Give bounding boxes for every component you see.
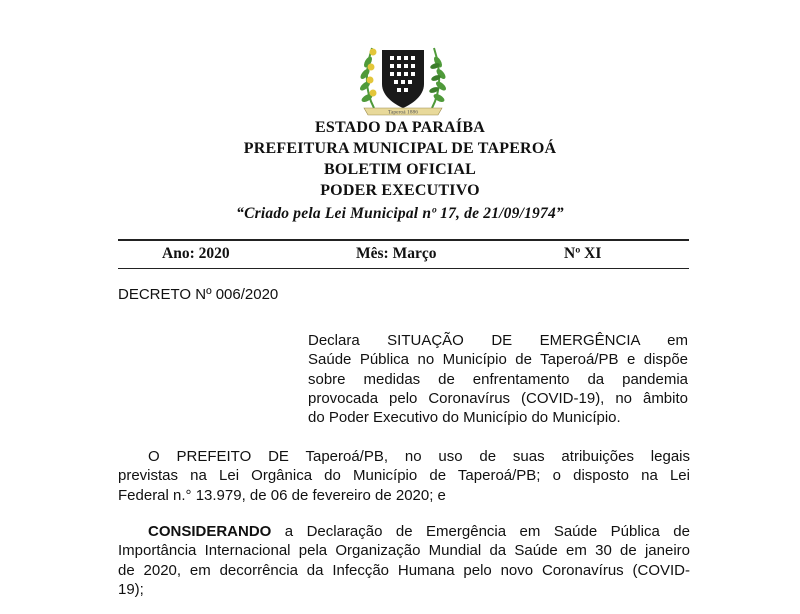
right-branch-icon <box>428 48 447 108</box>
summary-line: Declara SITUAÇÃO DE EMERGÊNCIA em <box>308 332 688 349</box>
decree-summary <box>308 331 688 427</box>
preamble-line: previstas na Lei Orgânica do Município de Taperoá/PB; o disposto na Lei <box>118 467 690 485</box>
issue-number: Nº XI <box>564 245 602 262</box>
creation-law: “Criado pela Lei Municipal nº 17, de 21/09/1974” <box>236 205 564 222</box>
considerando-line: de 2020, em decorrência da Infecção Humana pelo novo Coronavírus (COVID- <box>118 561 690 579</box>
summary-line: provocada pelo Coronavírus (COVID-19), no âmbito <box>308 389 688 407</box>
considerando-line: Importância Internacional pela Organização Mundial da Saúde em 30 de janeiro <box>118 542 690 560</box>
branch-name: PODER EXECUTIVO <box>320 182 480 199</box>
issue-month: Mês: Março <box>356 245 437 262</box>
municipality-name: PREFEITURA MUNICIPAL DE TAPEROÁ <box>243 140 557 157</box>
state-name: ESTADO DA PARAÍBA <box>315 119 485 136</box>
svg-text:Taperoá 1886: Taperoá 1886 <box>387 109 419 116</box>
summary-line: do Poder Executivo do Município do Município. <box>308 409 621 427</box>
preamble-line: O PREFEITO DE Taperoá/PB, no uso de suas atribuições legais <box>148 448 690 465</box>
divider-top <box>118 239 689 241</box>
summary-line: sobre medidas de enfrentamento da pandemia <box>308 370 688 388</box>
preamble-line: Federal n.° 13.979, de 06 de fevereiro de 2020; e <box>118 486 446 504</box>
considerando-paragraph <box>118 522 690 599</box>
left-branch-icon <box>358 48 376 108</box>
shield-icon <box>382 50 424 108</box>
divider-bottom <box>118 268 689 269</box>
considerando-line: 19); <box>118 580 144 598</box>
considerando-line: a Declaração de Emergência em Saúde Pública de <box>271 523 690 540</box>
bulletin-title: BOLETIM OFICIAL <box>324 161 476 178</box>
coat-of-arms-icon <box>356 38 450 118</box>
decree-number: DECRETO Nº 006/2020 <box>118 286 279 303</box>
issue-year: Ano: 2020 <box>162 245 230 262</box>
scroll-ribbon-icon <box>364 108 442 116</box>
summary-line: Saúde Pública no Município de Taperoá/PB e dispõe <box>308 351 688 369</box>
considerando-keyword: CONSIDERANDO <box>148 523 272 540</box>
preamble-paragraph <box>118 447 690 505</box>
